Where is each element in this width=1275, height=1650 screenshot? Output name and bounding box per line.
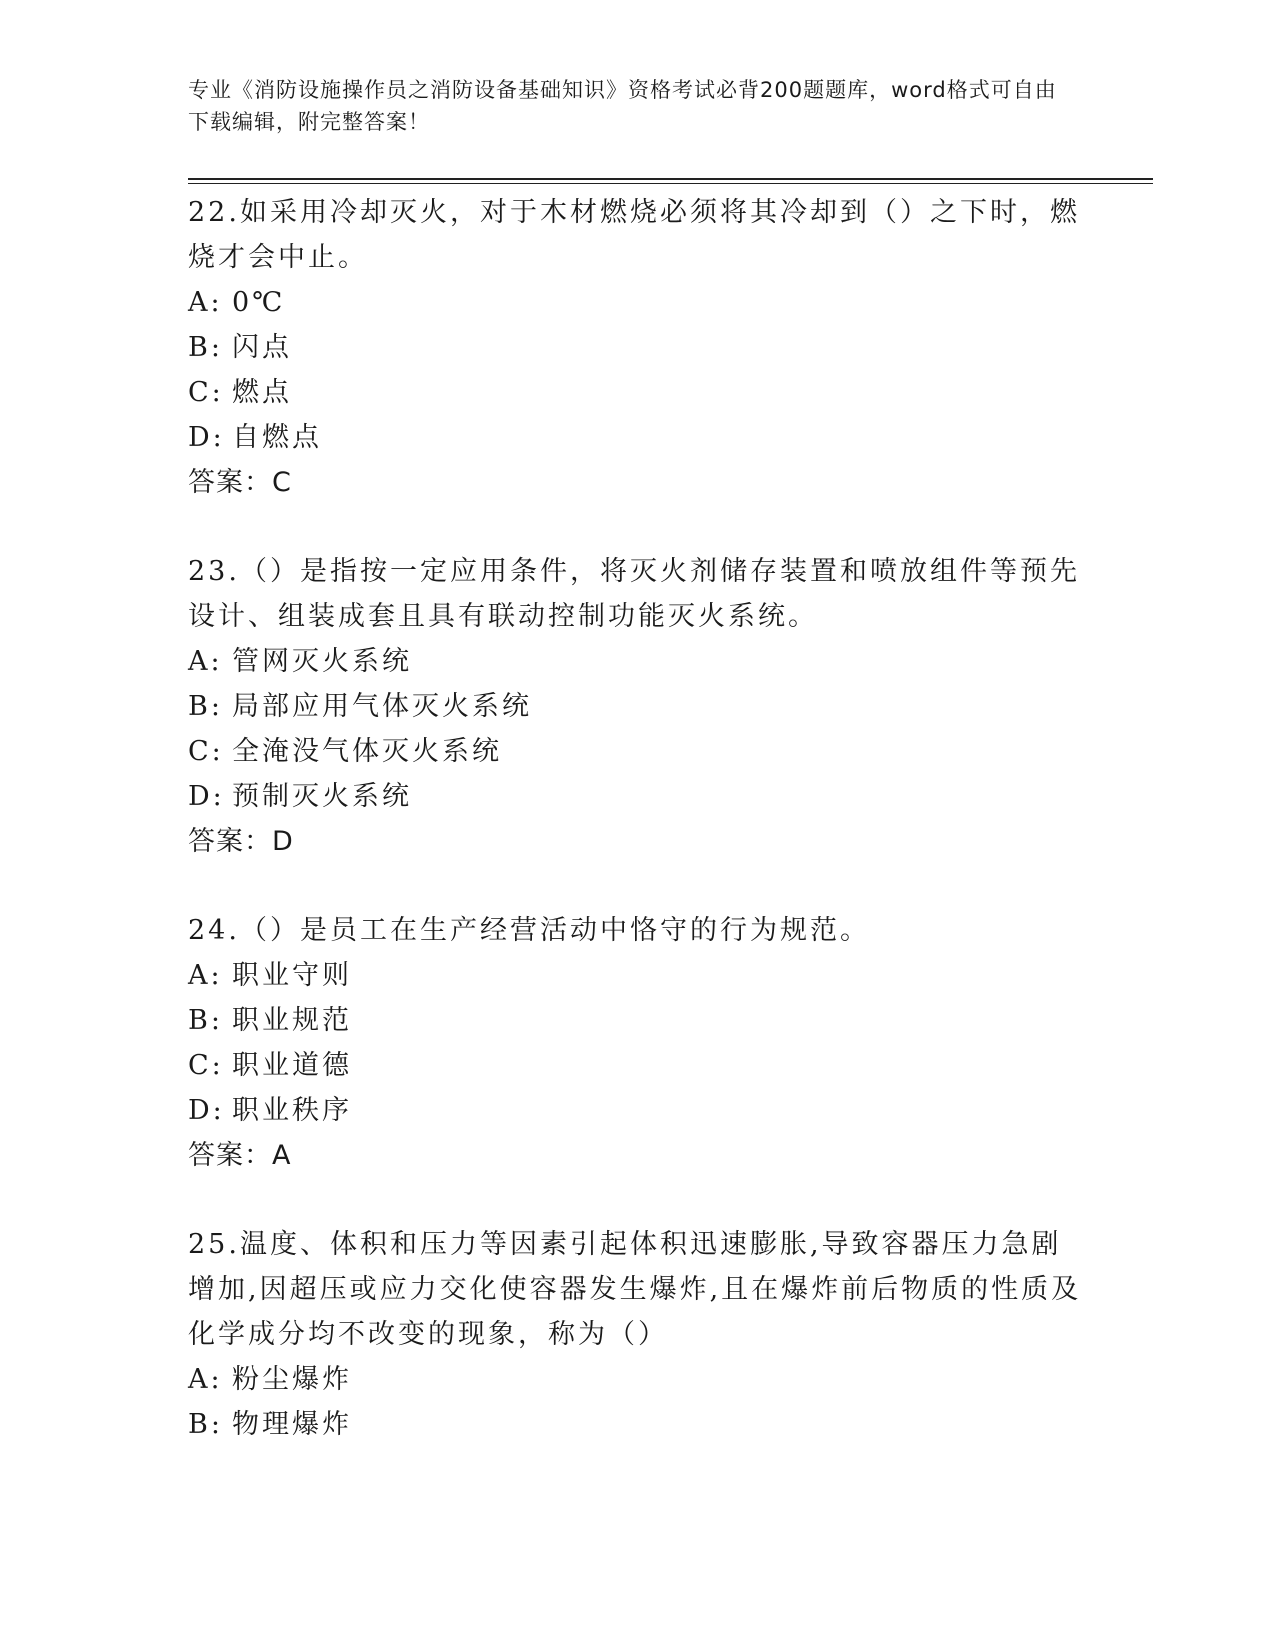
option-text: 职业规范 [232, 1005, 352, 1036]
question-text: 23.（）是指按一定应用条件，将灭火剂储存装置和喷放组件等预先设计、组装成套且具有联动控制功能灭火系统。 [188, 556, 1080, 632]
answer-line: 答案：D [188, 826, 294, 857]
option-a [188, 280, 1088, 325]
option-letter: D: [188, 422, 225, 453]
option-text: 0℃ [232, 287, 286, 318]
question-list [188, 190, 1088, 1491]
option-b [188, 684, 1088, 729]
question-text: 22.如采用冷却灭火，对于木材燃烧必须将其冷却到（）之下时，燃烧才会中止。 [188, 197, 1080, 273]
option-text: 闪点 [232, 332, 292, 363]
option-c [188, 1043, 1088, 1088]
option-text: 局部应用气体灭火系统 [232, 691, 532, 722]
option-text: 物理爆炸 [232, 1409, 352, 1440]
header-divider [188, 178, 1153, 184]
option-letter: C: [188, 377, 224, 408]
answer-line: 答案：A [188, 1140, 292, 1171]
option-d [188, 1088, 1088, 1133]
option-text: 自燃点 [232, 422, 322, 453]
question-text: 25.温度、体积和压力等因素引起体积迅速膨胀,导致容器压力急剧增加,因超压或应力交化使容器发生爆炸,且在爆炸前后物质的性质及化学成分均不改变的现象，称为（） [188, 1229, 1082, 1350]
option-letter: C: [188, 736, 224, 767]
option-b [188, 1402, 1088, 1447]
question-25 [188, 1222, 1088, 1447]
option-text: 职业守则 [232, 960, 352, 991]
question-24 [188, 908, 1088, 1178]
answer-line: 答案：C [188, 467, 292, 498]
option-letter: A: [188, 1364, 223, 1395]
option-b [188, 998, 1088, 1043]
option-letter: B: [188, 1005, 223, 1036]
option-d [188, 415, 1088, 460]
option-letter: C: [188, 1050, 224, 1081]
option-text: 预制灭火系统 [232, 781, 412, 812]
option-d [188, 774, 1088, 819]
option-text: 职业秩序 [232, 1095, 352, 1126]
option-text: 职业道德 [232, 1050, 352, 1081]
option-letter: A: [188, 646, 223, 677]
option-letter: B: [188, 1409, 223, 1440]
option-a [188, 953, 1088, 998]
option-letter: B: [188, 691, 223, 722]
option-letter: B: [188, 332, 223, 363]
question-text: 24.（）是员工在生产经营活动中恪守的行为规范。 [188, 915, 870, 946]
question-22 [188, 190, 1088, 505]
option-letter: A: [188, 960, 223, 991]
option-a [188, 1357, 1088, 1402]
option-text: 粉尘爆炸 [232, 1364, 352, 1395]
option-c [188, 370, 1088, 415]
option-text: 全淹没气体灭火系统 [232, 736, 502, 767]
question-23 [188, 549, 1088, 864]
option-text: 燃点 [232, 377, 292, 408]
option-b [188, 325, 1088, 370]
option-letter: D: [188, 781, 225, 812]
option-letter: D: [188, 1095, 225, 1126]
document-header: 专业《消防设施操作员之消防设备基础知识》资格考试必背200题题库，word格式可自由下载编辑，附完整答案！ [188, 78, 1057, 134]
option-c [188, 729, 1088, 774]
option-letter: A: [188, 287, 223, 318]
option-a [188, 639, 1088, 684]
option-text: 管网灭火系统 [232, 646, 412, 677]
